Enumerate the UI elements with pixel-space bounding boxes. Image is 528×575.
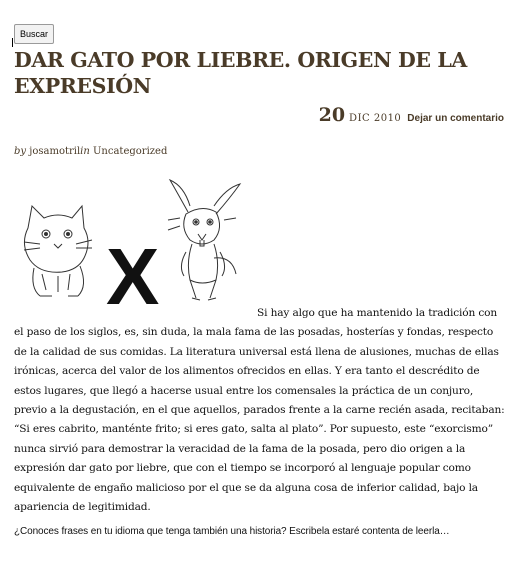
top-bar xyxy=(0,0,528,50)
post-title[interactable]: DAR GATO POR LIEBRE. ORIGEN DE LA EXPRESIÓN xyxy=(14,48,467,98)
post-date-month-year: DIC 2010 xyxy=(349,113,402,124)
text-cursor xyxy=(12,38,13,47)
post-byline xyxy=(14,146,167,157)
leave-comment-link[interactable]: Dejar un comentario xyxy=(407,113,504,124)
category-link[interactable]: Uncategorized xyxy=(93,146,168,157)
rabbit-drawing-icon xyxy=(168,180,240,300)
author-link[interactable]: josamotril xyxy=(29,146,81,157)
cat-drawing-icon xyxy=(24,206,92,296)
post-date-line xyxy=(319,104,504,126)
post-body xyxy=(14,304,506,517)
byline-in: in xyxy=(80,146,90,157)
byline-by: by xyxy=(14,146,27,157)
post-date-day: 20 xyxy=(318,104,346,126)
post-question: ¿Conoces frases en tu idioma que tenga también una historia? Escribela estaré contenta de leerla… xyxy=(14,526,450,537)
search-button[interactable]: Buscar xyxy=(14,24,54,44)
post-body-text: Si hay algo que ha mantenido la tradición con el paso de los siglos, es, sin duda, la mala fama de las posadas, hosterías y fondas, respecto de la calidad de sus comidas. La literatura universal está llena de alusiones, muchas de ellas irónicas, acerca del valor de los alimentos ofrecidos en ellas. Y era tanto el descrédito de estos lugares, que llegó a hacerse usual entre los comensales la práctica de un conjuro, previo a la degustación, en el que aquellos, parados frente a la carne recién asada, recitaban: “Si eres cabrito, manténte frito; si eres gato, salta al plato”. Por supuesto, este “exorcismo” nunca sirvió para demostrar la veracidad de la fama de la posada, pero dio origen a la expresión dar gato por liebre, que con el tiempo se incorporó al lenguaje popular como equivalente de engaño malicioso por el que se da alguna cosa de inferior calidad, bajo la apariencia de legitimidad. xyxy=(14,307,505,514)
illustration-x-letter: X xyxy=(106,232,160,310)
cat-x-rabbit-illustration xyxy=(18,178,244,310)
